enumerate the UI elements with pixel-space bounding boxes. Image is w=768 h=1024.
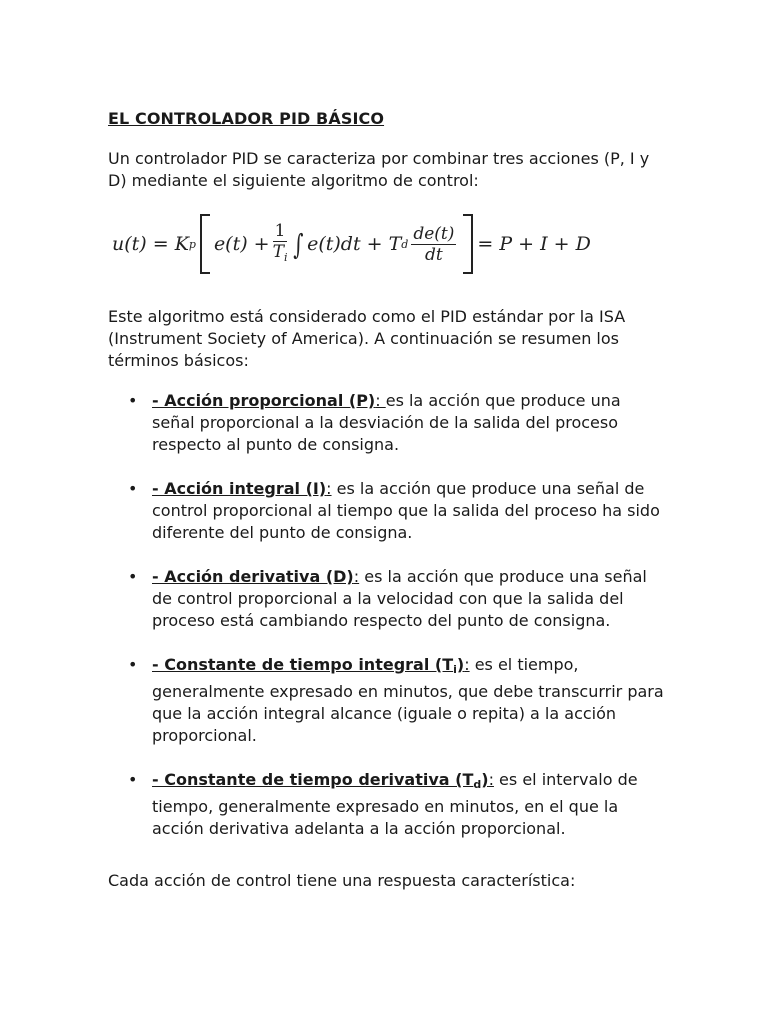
term-label — [152, 770, 489, 789]
term-colon: : — [375, 391, 386, 410]
term-label — [152, 655, 464, 674]
term-colon: : — [488, 770, 494, 789]
formula-integrand: e(t)dt + T — [307, 233, 402, 255]
fraction-derivative — [411, 224, 456, 265]
term-label-tail: ) — [456, 655, 465, 674]
bullet-icon: • — [128, 567, 138, 586]
closing-paragraph: Cada acción de control tiene una respuesta característica: — [108, 871, 576, 890]
right-bracket — [463, 214, 473, 274]
term-description: es el intervalo de tiempo, generalmente expresado en minutos, en el que la acción derivativa adelanta a la acción proporcional. — [152, 770, 638, 838]
formula-lhs: u(t) = K — [112, 233, 189, 255]
document-page — [108, 108, 668, 890]
pid-formula — [112, 214, 612, 274]
bullet-icon: • — [128, 655, 138, 674]
bullet-icon: • — [128, 391, 138, 410]
term-description: es el tiempo, generalmente expresado en minutos, que debe transcurrir para que la acción integral alcance (iguale o repita) a la acción proporcional. — [152, 655, 664, 745]
list-item-integral-time-constant — [108, 654, 668, 747]
term-description: es la acción que produce una señal de control proporcional al tiempo que la salida del proceso ha sido diferente del punto de consigna. — [152, 479, 660, 542]
term-label-text: - Constante de tiempo integral (T — [152, 655, 454, 674]
intro-paragraph: Un controlador PID se caracteriza por combinar tres acciones (P, I y D) mediante el siguiente algoritmo de control: — [108, 149, 650, 190]
terms-list — [108, 390, 668, 840]
derivative-numerator: de(t) — [413, 223, 455, 244]
formula-kp-subscript: p — [188, 237, 196, 251]
bullet-icon: • — [128, 770, 138, 789]
list-item-integral — [108, 478, 668, 544]
formula-td-subscript: d — [401, 237, 409, 251]
term-label: - Acción integral (I) — [152, 479, 327, 498]
fraction-denominator — [273, 242, 288, 268]
formula-error-term: e(t) + — [213, 233, 270, 255]
bullet-icon: • — [128, 479, 138, 498]
term-description: es la acción que produce una señal proporcional a la desviación de la salida del proceso respecto al punto de consigna. — [152, 391, 621, 454]
standard-paragraph: Este algoritmo está considerado como el PID estándar por la ISA (Instrument Society of America). A continuación se resumen los términos básicos: — [108, 307, 626, 370]
term-label-subscript: d — [473, 778, 482, 791]
term-label: - Acción derivativa (D) — [152, 567, 354, 586]
fraction-numerator: 1 — [274, 220, 286, 241]
list-item-proportional — [108, 390, 668, 456]
document-title: EL CONTROLADOR PID BÁSICO — [108, 109, 385, 128]
term-label-subscript: i — [453, 663, 457, 676]
derivative-denominator: dt — [424, 244, 443, 265]
term-label: - Acción proporcional (P) — [152, 391, 376, 410]
term-description: es la acción que produce una señal de control proporcional a la velocidad con que la salida del proceso está cambiando respecto del punto de consigna. — [152, 567, 647, 630]
ti-symbol: T — [272, 241, 284, 262]
left-bracket — [200, 214, 210, 274]
term-label-tail: ) — [481, 770, 489, 789]
formula-rhs: = P + I + D — [477, 233, 591, 255]
term-colon: : — [464, 655, 470, 674]
list-item-derivative — [108, 566, 668, 632]
integral-symbol: ∫ — [293, 227, 304, 261]
term-label-text: - Constante de tiempo derivativa (T — [152, 770, 474, 789]
ti-subscript: i — [283, 250, 288, 264]
fraction-1-over-ti — [273, 221, 288, 268]
term-colon: : — [326, 479, 332, 498]
term-colon: : — [353, 567, 360, 586]
list-item-derivative-time-constant — [108, 769, 668, 840]
